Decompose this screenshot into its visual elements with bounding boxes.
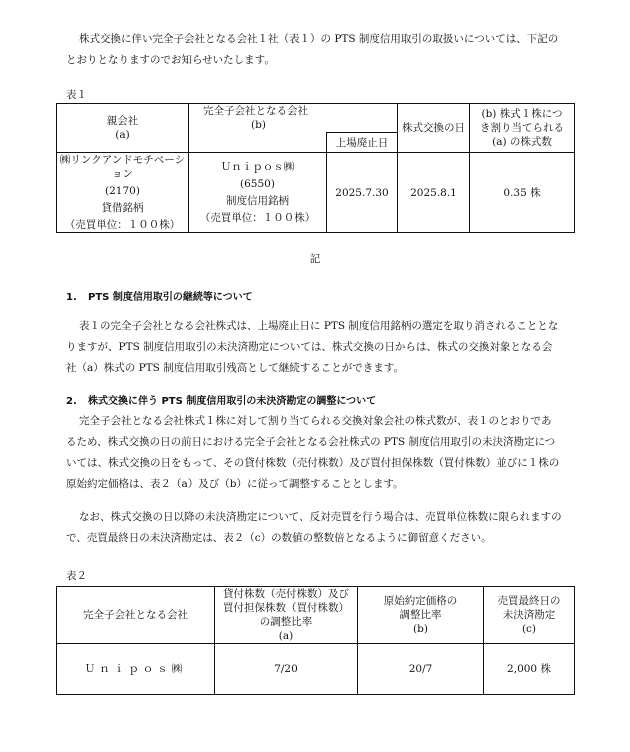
- table1-cell-ratio: 0.35 株: [470, 153, 575, 233]
- table2-header-a: [215, 587, 358, 644]
- table2-header-company: 完全子会社となる会社: [57, 587, 215, 644]
- table1-cell-exchange-date: 2025.8.1: [398, 153, 470, 233]
- section1-heading: [66, 293, 253, 303]
- header-text: (c): [521, 623, 537, 635]
- paragraph-line: で、売買最終日の未決済勘定は、表２（c）の数値の整数倍となるように御留意ください。: [66, 532, 492, 544]
- table2: [56, 586, 575, 695]
- table2-header-c: [484, 587, 575, 644]
- cell-text: 制度信用銘柄: [226, 195, 289, 207]
- ki-heading: 記: [309, 253, 321, 265]
- header-text: 完全子会社となる会社: [203, 105, 308, 117]
- header-text: の調整比率: [259, 616, 313, 628]
- intro-line: とおりとなりますのでお知らせいたします。: [66, 54, 275, 66]
- header-text: 売買最終日の: [497, 595, 561, 607]
- table1-header-parent: [57, 104, 189, 153]
- header-text: き割り当てられる: [480, 122, 564, 134]
- header-text: (a): [278, 630, 294, 642]
- section-number: 2.: [66, 396, 77, 407]
- header-text: (b) 株式１株につ: [481, 108, 563, 120]
- table2-cell-company: Ｕｎｉｐｏｓ㈱: [57, 644, 215, 695]
- table1-header-ratio: [470, 104, 575, 153]
- table2-cell-c: 2,000 株: [484, 644, 575, 695]
- table2-cell-a: 7/20: [215, 644, 358, 695]
- section1-paragraph: [66, 316, 586, 379]
- paragraph-line: るため、株式交換の日の前日における完全子会社となる会社株式の PTS 制度信用取引の未決済勘定につ: [66, 436, 556, 448]
- section-title: PTS 制度信用取引の継続等について: [88, 292, 253, 303]
- paragraph-line: 原始約定価格は、表２（a）及び（b）に従って調整することとします。: [66, 478, 404, 490]
- section-number: 1.: [66, 292, 77, 303]
- paragraph-line: いては、株式交換の日をもって、その貸付株数（売付株数）及び買付担保株数（買付株数）並びに１株の: [66, 457, 560, 469]
- cell-text: ㈱リンクアンドモチベーション: [59, 154, 186, 180]
- section2-heading: [66, 397, 376, 407]
- table-row: [57, 644, 575, 695]
- table1-header-exchange-date: 株式交換の日: [398, 104, 470, 153]
- section2-note: [66, 507, 586, 549]
- cell-text: (2170): [105, 185, 140, 197]
- table-row: [57, 153, 575, 233]
- header-text: 調整比率: [399, 609, 442, 621]
- table2-label: 表２: [66, 570, 87, 582]
- header-text: 未決済勘定: [502, 609, 556, 621]
- header-text: (b): [413, 623, 428, 635]
- table1-cell-parent: [57, 153, 189, 233]
- header-text: (b): [251, 119, 266, 131]
- table1-label: 表１: [66, 89, 87, 101]
- table2-header-b: [358, 587, 484, 644]
- section2-paragraph: [66, 411, 586, 495]
- header-text: 貸付株数（売付株数）及び: [223, 588, 349, 600]
- cell-text: (6550): [240, 178, 275, 190]
- header-text: 買付担保株数（買付株数）: [223, 602, 349, 614]
- cell-text: （売買単位：１００株）: [64, 219, 181, 231]
- cell-text: Ｕｎｉｐｏｓ㈱: [220, 161, 295, 173]
- table1: [56, 103, 575, 233]
- header-text: (a): [115, 129, 130, 141]
- section-title: 株式交換に伴う PTS 制度信用取引の未決済勘定の調整について: [88, 396, 377, 407]
- table1-header-delisting-date: 上場廃止日: [327, 133, 398, 153]
- table1-header-subsidiary: [189, 104, 398, 133]
- table1-cell-subsidiary: [189, 153, 327, 233]
- paragraph-line: りますが、PTS 制度信用取引の未決済勘定については、株式交換の日からは、株式の交換対象となる会: [66, 341, 553, 353]
- table2-cell-b: 20/7: [358, 644, 484, 695]
- paragraph-line: 社（a）株式の PTS 制度信用取引残高として継続することができます。: [66, 362, 404, 374]
- header-text: (a) の株式数: [492, 136, 552, 148]
- cell-text: 貸借銘柄: [101, 202, 144, 214]
- paragraph-line: 完全子会社となる会社株式１株に対して割り当てられる交換対象会社の株式数が、表１のとおりであ: [79, 415, 552, 427]
- cell-text: （売買単位：１００株）: [199, 212, 316, 224]
- table1-header-spacer: [189, 133, 327, 153]
- paragraph-line: 表１の完全子会社となる会社株式は、上場廃止日に PTS 制度信用銘柄の選定を取り消されることとな: [79, 320, 559, 332]
- table1-cell-delisting-date: 2025.7.30: [327, 153, 398, 233]
- intro-line: 株式交換に伴い完全子会社となる会社１社（表１）の PTS 制度信用取引の取扱いについては、下記の: [79, 33, 559, 45]
- header-text: 原始約定価格の: [383, 595, 458, 607]
- paragraph-line: なお、株式交換の日以降の未決済勘定について、反対売買を行う場合は、売買単位株数に限られますの: [79, 511, 562, 523]
- header-text: 親会社: [106, 115, 139, 127]
- intro-paragraph: [66, 29, 586, 71]
